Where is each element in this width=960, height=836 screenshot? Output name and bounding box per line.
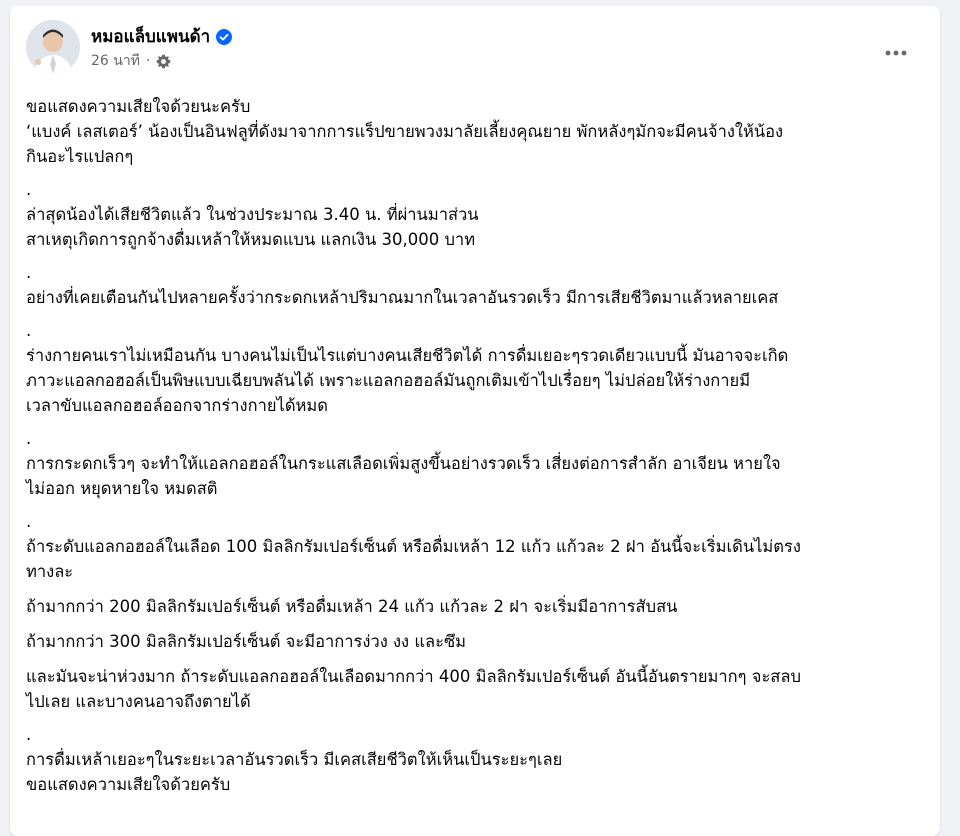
- post-text-line: ถ้ามากกว่า 200 มิลลิกรัมเปอร์เซ็นต์ หรือดื่มเหล้า 24 แก้ว แก้วละ 2 ฝา จะเริ่มมีอาการสับสน: [26, 597, 678, 616]
- post-separator: .: [26, 180, 32, 199]
- post-separator: .: [26, 725, 32, 744]
- post-text-line: ภาวะแอลกอฮอล์เป็นพิษแบบเฉียบพลันได้ เพราะแอลกอฮอล์มันถูกเติมเข้าไปเรื่อยๆ ไม่ปล่อยให้ร่างกายมี: [26, 371, 751, 390]
- post-meta: [91, 52, 171, 70]
- post-text-line: และมันจะน่าห่วงมาก ถ้าระดับแอลกอฮอล์ในเลือดมากกว่า 400 มิลลิกรัมเปอร์เซ็นต์ อันนี้อันตรายมากๆ จะสลบ: [26, 667, 801, 686]
- post-text-line: ขอแสดงความเสียใจด้วยนะครับ: [26, 97, 251, 116]
- post-header: [26, 18, 924, 76]
- post-text-line: การกระดกเร็วๆ จะทำให้แอลกอฮอล์ในกระแสเลือดเพิ่มสูงขึ้นอย่างรวดเร็ว เสี่ยงต่อการสำลัก อาเจียน หายใจ: [26, 454, 781, 473]
- post-body: [26, 94, 920, 797]
- post-text-line: ไปเลย และบางคนอาจถึงตายได้: [26, 692, 251, 711]
- post-separator: .: [26, 429, 32, 448]
- post-text-line: ล่าสุดน้องได้เสียชีวิตแล้ว ในช่วงประมาณ 3.40 น. ที่ผ่านมาส่วน: [26, 205, 479, 224]
- post-text-line: อย่างที่เคยเตือนกันไปหลายครั้งว่ากระดกเหล้าปริมาณมากในเวลาอันรวดเร็ว มีการเสียชีวิตมาแล้วหลายเคส: [26, 288, 779, 307]
- post-card: [10, 6, 940, 836]
- post-text-line: ไม่ออก หยุดหายใจ หมดสติ: [26, 479, 218, 498]
- post-text-line: ‘แบงค์ เลสเตอร์’ น้องเป็นอินฟลูที่ดังมาจากการแร็ปขายพวงมาลัยเลี้ยงคุณยาย พักหลังๆมักจะมีคนจ้างให้น้อง: [26, 122, 784, 141]
- author-name-row: [91, 26, 232, 48]
- avatar[interactable]: [26, 20, 80, 74]
- post-text-line: เวลาขับแอลกอฮอล์ออกจากร่างกายได้หมด: [26, 396, 329, 415]
- post-separator: .: [26, 512, 32, 531]
- post-text-line: ขอแสดงความเสียใจด้วยครับ: [26, 775, 231, 794]
- more-horizontal-icon: [884, 41, 908, 60]
- post-separator: .: [26, 263, 32, 282]
- post-text-line: ถ้าระดับแอลกอฮอล์ในเลือด 100 มิลลิกรัมเปอร์เซ็นต์ หรือดื่มเหล้า 12 แก้ว แก้วละ 2 ฝา อันนี้จะเริ่มเดินไม่ตรง: [26, 537, 801, 556]
- post-text-line: สาเหตุเกิดการถูกจ้างดื่มเหล้าให้หมดแบน แลกเงิน 30,000 บาท: [26, 230, 476, 249]
- more-options-button[interactable]: [882, 40, 910, 60]
- meta-separator: ·: [145, 53, 151, 69]
- author-name[interactable]: หมอแล็บแพนด้า: [91, 27, 211, 47]
- post-text-line: กินอะไรแปลกๆ: [26, 147, 134, 166]
- gear-icon[interactable]: [156, 54, 171, 69]
- post-text-line: ถ้ามากกว่า 300 มิลลิกรัมเปอร์เซ็นต์ จะมีอาการง่วง งง และซึม: [26, 632, 467, 651]
- post-text-line: การดื่มเหล้าเยอะๆในระยะเวลาอันรวดเร็ว มีเคสเสียชีวิตให้เห็นเป็นระยะๆเลย: [26, 750, 563, 769]
- post-text-line: ทางละ: [26, 562, 74, 581]
- post-timestamp[interactable]: 26 นาที: [91, 53, 140, 69]
- post-separator: .: [26, 321, 32, 340]
- post-text-line: ร่างกายคนเราไม่เหมือนกัน บางคนไม่เป็นไรแต่บางคนเสียชีวิตได้ การดื่มเยอะๆรวดเดียวแบบนี้ มันอาจจะเกิด: [26, 346, 789, 365]
- verified-badge-icon: [216, 29, 232, 45]
